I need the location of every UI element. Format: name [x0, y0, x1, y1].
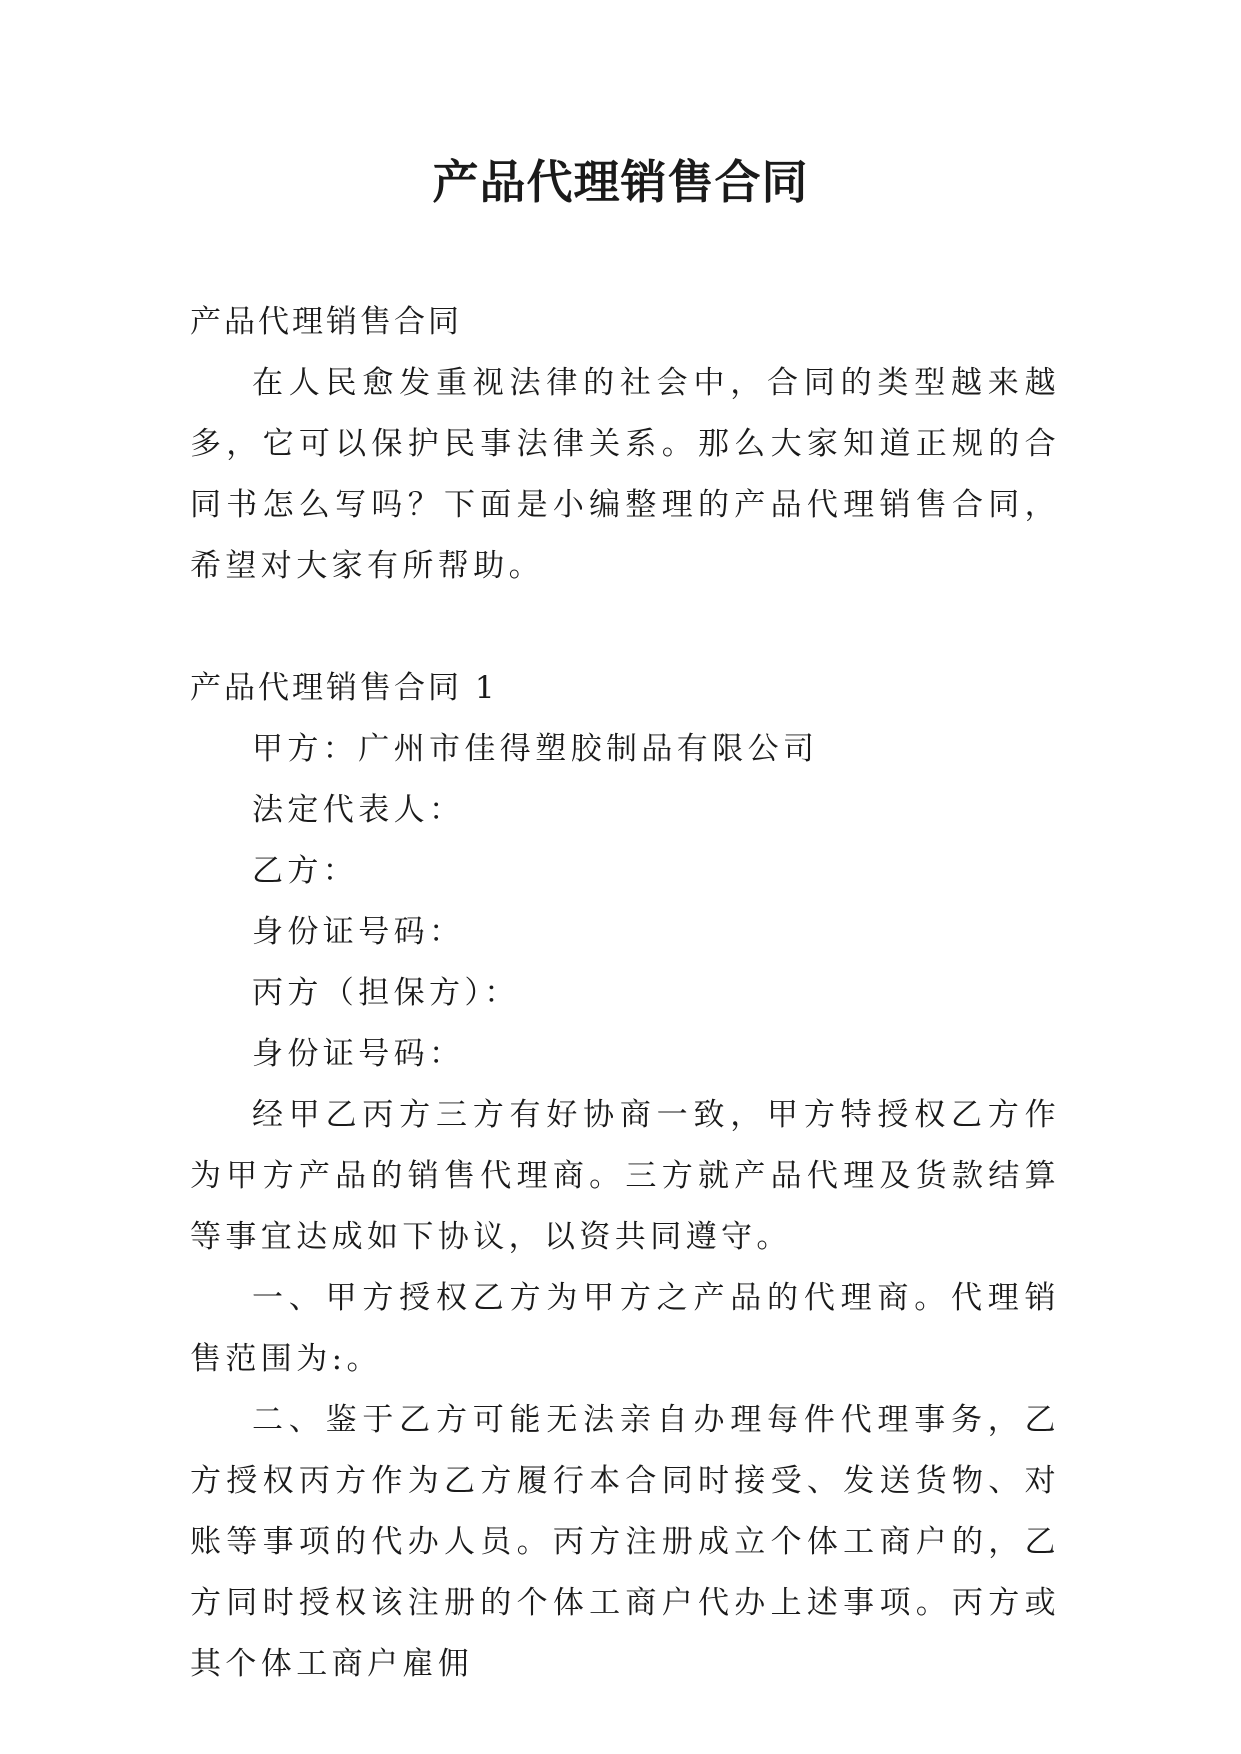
document-title: 产品代理销售合同 — [432, 155, 809, 209]
legal-representative-field: 法定代表人： — [252, 792, 465, 828]
party-b-field: 乙方： — [252, 853, 359, 889]
clause-1-paragraph: 一、甲方授权乙方为甲方之产品的代理商。代理销售范围为:。 — [190, 1280, 1060, 1377]
intro-heading: 产品代理销售合同 — [190, 304, 462, 340]
preamble-paragraph: 经甲乙丙方三方有好协商一致，甲方特授权乙方作为甲方产品的销售代理商。三方就产品代理及货款结算等事宜达成如下协议，以资共同遵守。 — [190, 1097, 1060, 1255]
clause-2-paragraph: 二、鉴于乙方可能无法亲自办理每件代理事务，乙方授权丙方作为乙方履行本合同时接受、发送货物、对账等事项的代办人员。丙方注册成立个体工商户的，乙方同时授权该注册的个体工商户代办上述事项。丙方或其个体工商户雇佣 — [190, 1402, 1060, 1682]
section-heading: 产品代理销售合同 1 — [190, 670, 498, 706]
party-b-id-number-field: 身份证号码： — [252, 914, 465, 950]
document-body — [190, 292, 1060, 1695]
party-a-field: 甲方：广州市佳得塑胶制品有限公司 — [252, 731, 819, 767]
party-c-id-number-field: 身份证号码： — [252, 1036, 465, 1072]
intro-paragraph: 在人民愈发重视法律的社会中，合同的类型越来越多，它可以保护民事法律关系。那么大家知道正规的合同书怎么写吗？下面是小编整理的产品代理销售合同，希望对大家有所帮助。 — [190, 365, 1060, 584]
party-c-field: 丙方（担保方）： — [252, 975, 520, 1011]
section-spacer — [190, 597, 1060, 658]
